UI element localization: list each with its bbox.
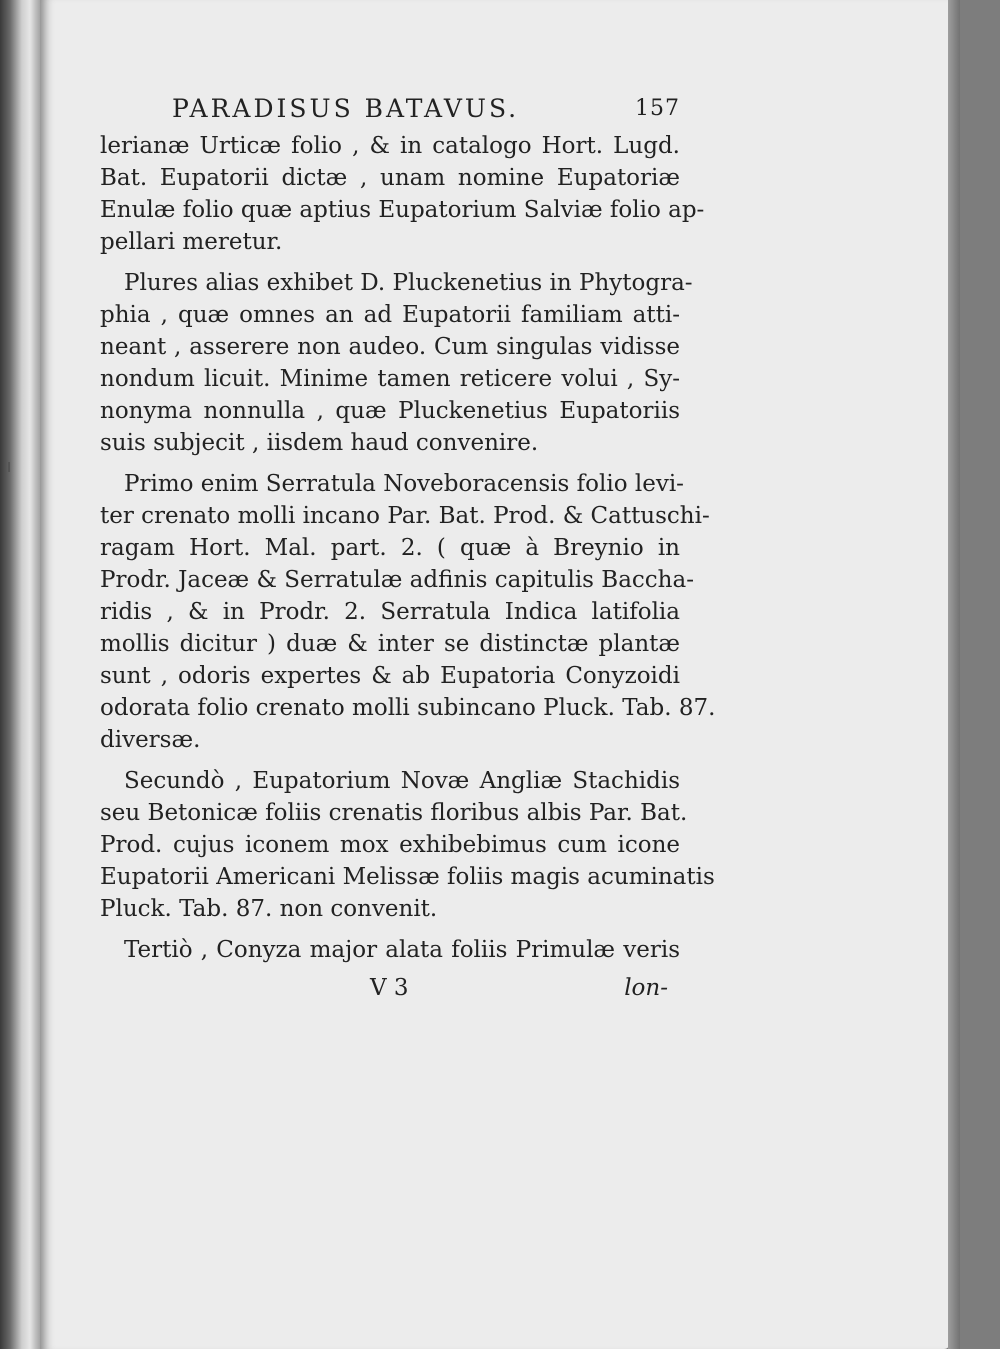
paragraph-2 (100, 267, 693, 459)
paragraph-5 (100, 934, 680, 966)
running-title: PARADISUS BATAVUS. (172, 94, 520, 123)
text-line: Eupatorii Americani Melissæ foliis magis acuminatis (100, 864, 715, 890)
text-line: seu Betonicæ foliis crenatis floribus albis Par. Bat. (100, 800, 688, 826)
text-line: nondum licuit. Minime tamen reticere volui , Sy- (100, 366, 680, 392)
text-line: Pluck. Tab. 87. non convenit. (100, 896, 438, 922)
text-line: Primo enim Serratula Noveboracensis folio levi- (124, 471, 684, 497)
stray-ink-mark (8, 462, 10, 472)
text-line: ridis , & in Prodr. 2. Serratula Indica latifolia (100, 599, 680, 625)
page-fore-edge-shadow (948, 0, 960, 1349)
text-line: Plures alias exhibet D. Pluckenetius in Phytogra- (124, 270, 693, 296)
text-line: ragam Hort. Mal. part. 2. ( quæ à Breynio in (100, 535, 680, 561)
text-line: Secundò , Eupatorium Novæ Angliæ Stachidis (124, 768, 680, 794)
paragraph-1 (100, 130, 705, 258)
text-line: diversæ. (100, 727, 201, 753)
previous-page-edge (0, 0, 42, 1349)
text-line: pellari meretur. (100, 229, 283, 255)
page-number: 157 (635, 96, 680, 121)
text-line: Prod. cujus iconem mox exhibebimus cum icone (100, 832, 680, 858)
text-line: ter crenato molli incano Par. Bat. Prod. & Cattuschi- (100, 503, 710, 529)
catchword: lon- (624, 975, 668, 1001)
paragraph-4 (100, 765, 715, 925)
text-line: neant , asserere non audeo. Cum singulas vidisse (100, 334, 680, 360)
text-line: phia , quæ omnes an ad Eupatorii familiam atti- (100, 302, 680, 328)
text-line: Enulæ folio quæ aptius Eupatorium Salviæ folio ap- (100, 197, 705, 223)
paragraph-3 (100, 468, 716, 756)
text-line: odorata folio crenato molli subincano Pluck. Tab. 87. (100, 695, 716, 721)
text-line: lerianæ Urticæ folio , & in catalogo Hort. Lugd. (100, 133, 680, 159)
text-line: Prodr. Jaceæ & Serratulæ adfinis capitulis Baccha- (100, 567, 694, 593)
page-text-block (100, 90, 716, 1009)
text-line: mollis dicitur ) duæ & inter se distinctæ plantæ (100, 631, 680, 657)
signature-mark: V 3 (370, 975, 409, 1001)
text-line: nonyma nonnulla , quæ Pluckenetius Eupatoriis (100, 398, 680, 424)
text-line: sunt , odoris expertes & ab Eupatoria Conyzoidi (100, 663, 680, 689)
text-line: Bat. Eupatorii dictæ , unam nomine Eupatoriæ (100, 165, 680, 191)
page-header (100, 90, 680, 130)
text-line: Tertiò , Conyza major alata foliis Primulæ veris (124, 937, 680, 963)
text-line: suis subjecit , iisdem haud convenire. (100, 430, 539, 456)
page-footer (100, 975, 680, 1009)
